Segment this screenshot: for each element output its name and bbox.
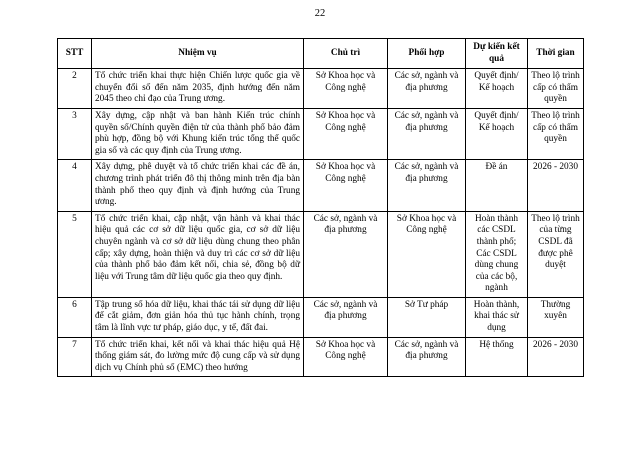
column-header-result: Dự kiến kết quả — [466, 39, 528, 69]
cell-stt: 7 — [58, 337, 92, 377]
cell-result: Quyết định/ Kế hoạch — [466, 69, 528, 109]
column-header-coordinate: Phối hợp — [388, 39, 466, 69]
table-body — [58, 69, 584, 377]
cell-coordinate: Sở Khoa học và Công nghệ — [388, 211, 466, 297]
cell-task: Tổ chức triển khai thực hiện Chiến lược quốc gia về chuyển đổi số đến năm 2035, định hướng đến năm 2045 theo chỉ đạo của Trung ương. — [92, 69, 304, 109]
cell-stt: 2 — [58, 69, 92, 109]
cell-result: Hoàn thành, khai thác sử dụng — [466, 297, 528, 337]
cell-stt: 4 — [58, 160, 92, 211]
cell-task: Xây dựng, cập nhật và ban hành Kiến trúc chính quyền số/Chính quyền điện tử của thành phố bảo đảm phù hợp, đồng bộ với Khung kiến trúc tổng thể quốc gia số và các quy định của Trung ương. — [92, 108, 304, 159]
column-header-time: Thời gian — [528, 39, 584, 69]
table-header-row — [58, 39, 584, 69]
cell-lead: Sở Khoa học và Công nghệ — [304, 160, 388, 211]
cell-lead: Sở Khoa học và Công nghệ — [304, 337, 388, 377]
cell-task: Tổ chức triển khai, kết nối và khai thác hiệu quả Hệ thống giám sát, đo lường mức độ cung cấp và sử dụng dịch vụ Chính phủ số (EMC) theo hướng — [92, 337, 304, 377]
table-header — [58, 39, 584, 69]
cell-result: Hoàn thành các CSDL thành phố; Các CSDL dùng chung của các bộ, ngành — [466, 211, 528, 297]
cell-result: Đề án — [466, 160, 528, 211]
cell-time: Theo lộ trình cấp có thẩm quyền — [528, 108, 584, 159]
cell-time: 2026 - 2030 — [528, 160, 584, 211]
table-row — [58, 108, 584, 159]
cell-time: Theo lộ trình cấp có thẩm quyền — [528, 69, 584, 109]
cell-result: Hệ thống — [466, 337, 528, 377]
cell-lead: Các sở, ngành và địa phương — [304, 297, 388, 337]
cell-task: Tập trung số hóa dữ liệu, khai thác tái sử dụng dữ liệu để cắt giảm, đơn giản hóa thủ tục hành chính, trọng tâm là lĩnh vực tư pháp, giáo dục, y tế, đất đai. — [92, 297, 304, 337]
cell-coordinate: Sở Tư pháp — [388, 297, 466, 337]
tasks-table-container — [57, 38, 583, 377]
cell-lead: Các sở, ngành và địa phương — [304, 211, 388, 297]
cell-task: Tổ chức triển khai, cập nhật, vận hành và khai thác hiệu quả các cơ sở dữ liệu quốc gia, cơ sở dữ liệu chuyên ngành và cơ sở dữ liệu dùng chung theo phân cấp; xây dựng, hoàn thiện và duy trì các cơ sở dữ liệu của thành phố bảo đảm kết nối, chia sẻ, đồng bộ dữ liệu với Trung tâm dữ liệu quốc gia theo quy định. — [92, 211, 304, 297]
table-row — [58, 69, 584, 109]
cell-coordinate: Các sở, ngành và địa phương — [388, 160, 466, 211]
cell-time: Thường xuyên — [528, 297, 584, 337]
cell-coordinate: Các sở, ngành và địa phương — [388, 69, 466, 109]
cell-stt: 6 — [58, 297, 92, 337]
table-row — [58, 297, 584, 337]
table-row — [58, 211, 584, 297]
table-row — [58, 337, 584, 377]
tasks-table — [57, 38, 584, 377]
column-header-task: Nhiệm vụ — [92, 39, 304, 69]
cell-task: Xây dựng, phê duyệt và tổ chức triển khai các đề án, chương trình phát triển đô thị thông minh trên địa bàn thành phố theo quy định và định hướng của Trung ương. — [92, 160, 304, 211]
cell-lead: Sở Khoa học và Công nghệ — [304, 108, 388, 159]
table-row — [58, 160, 584, 211]
cell-result: Quyết định/ Kế hoạch — [466, 108, 528, 159]
cell-time: Theo lộ trình của từng CSDL đã được phê duyệt — [528, 211, 584, 297]
cell-coordinate: Các sở, ngành và địa phương — [388, 108, 466, 159]
column-header-stt: STT — [58, 39, 92, 69]
cell-time: 2026 - 2030 — [528, 337, 584, 377]
cell-coordinate: Các sở, ngành và địa phương — [388, 337, 466, 377]
page-number: 22 — [314, 8, 326, 19]
column-header-lead: Chủ trì — [304, 39, 388, 69]
cell-stt: 5 — [58, 211, 92, 297]
cell-lead: Sở Khoa học và Công nghệ — [304, 69, 388, 109]
cell-stt: 3 — [58, 108, 92, 159]
